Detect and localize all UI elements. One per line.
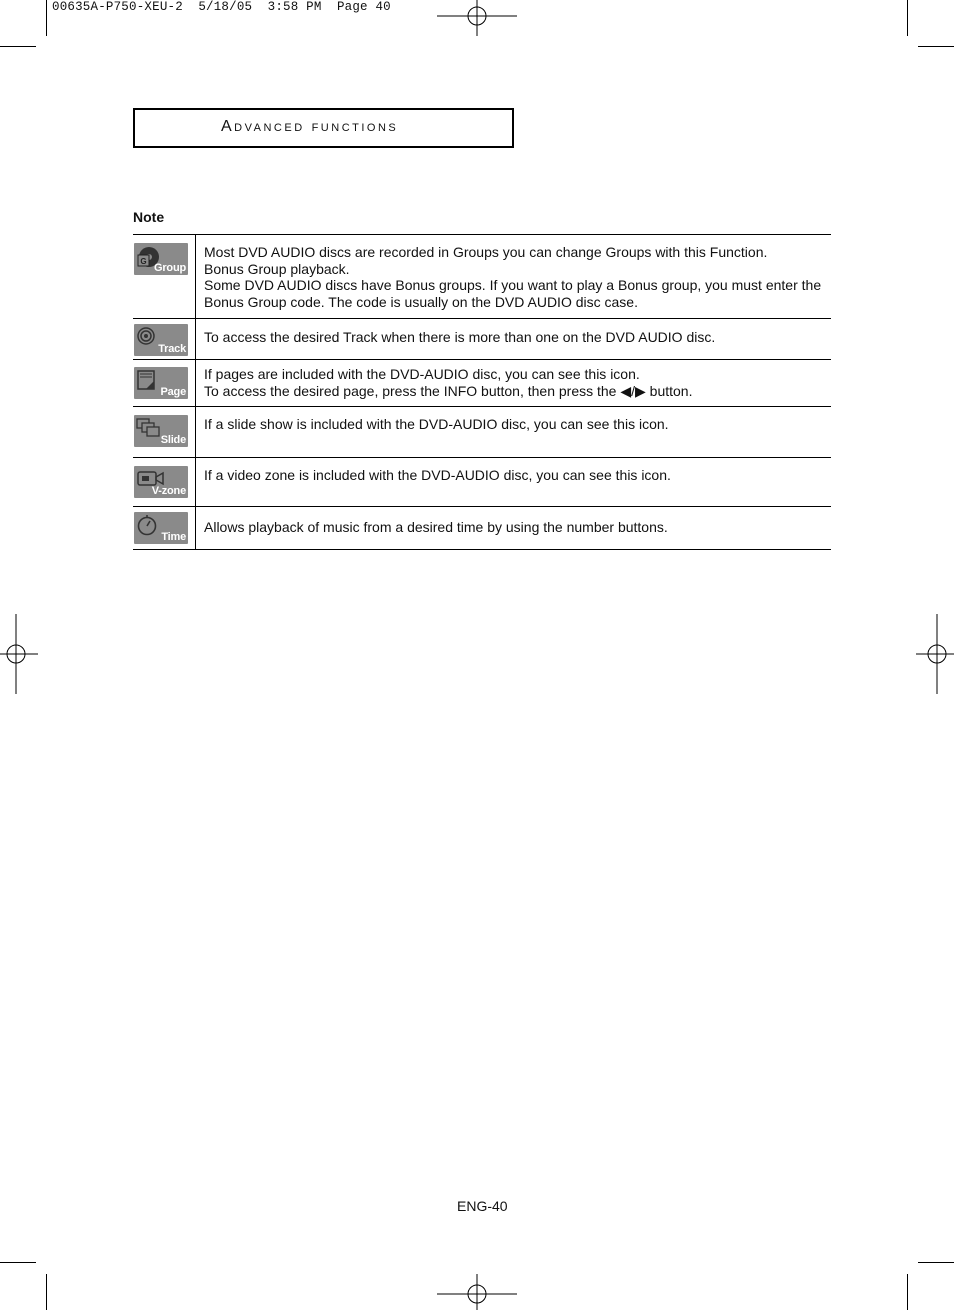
- note-table: [133, 234, 831, 550]
- note-text: [196, 235, 821, 318]
- slide-icon: [134, 415, 188, 447]
- icon-label: Page: [160, 386, 186, 398]
- note-row-track: [133, 319, 831, 360]
- group-icon: [134, 243, 188, 275]
- note-row-slide: [133, 407, 831, 458]
- note-line: Bonus Group playback.: [204, 260, 350, 277]
- note-line: To access the desired page, press the INFO button, then press the ◀/▶ button.: [204, 382, 693, 399]
- time-icon: [134, 512, 188, 544]
- note-line: To access the desired Track when there is more than one on the DVD AUDIO disc.: [204, 329, 716, 345]
- note-row-group: [133, 235, 831, 319]
- icon-label: V-zone: [151, 485, 186, 497]
- note-text: [196, 319, 715, 359]
- icon-label: Slide: [160, 434, 186, 446]
- track-icon: [134, 324, 188, 356]
- registration-mark-top: [437, 0, 519, 36]
- page-number: ENG-40: [457, 1198, 508, 1214]
- printer-slug: 00635A-P750-XEU-2 5/18/05 3:58 PM Page 40: [52, 0, 391, 14]
- note-line: If pages are included with the DVD-AUDIO disc, you can see this icon.: [204, 366, 640, 382]
- note-text: [196, 407, 669, 457]
- icon-label: Time: [161, 531, 186, 543]
- icon-label: Group: [154, 262, 186, 274]
- registration-mark-right: [916, 614, 954, 694]
- note-line: Most DVD AUDIO discs are recorded in Groups you can change Groups with this Function.: [204, 244, 768, 260]
- note-row-vzone: [133, 458, 831, 507]
- icon-label: Track: [158, 343, 186, 355]
- section-title: Advanced functions: [221, 118, 399, 135]
- note-label: Note: [133, 209, 165, 225]
- note-text: [196, 360, 692, 406]
- section-title-box: [133, 108, 514, 148]
- vzone-icon: [134, 466, 188, 498]
- note-line: If a slide show is included with the DVD-AUDIO disc, you can see this icon.: [204, 416, 669, 432]
- page-icon: [134, 367, 188, 399]
- note-line: Bonus Group code. The code is usually on the DVD AUDIO disc case.: [204, 293, 638, 310]
- note-line: If a video zone is included with the DVD-AUDIO disc, you can see this icon.: [204, 467, 671, 483]
- note-line: Some DVD AUDIO discs have Bonus groups. If you want to play a Bonus group, you must enter the: [204, 277, 822, 293]
- note-row-page: [133, 360, 831, 407]
- svg-text:G: G: [140, 257, 147, 266]
- registration-mark-bottom: [437, 1274, 519, 1310]
- note-line: Allows playback of music from a desired time by using the number buttons.: [204, 519, 668, 535]
- note-text: [196, 507, 668, 549]
- note-row-time: [133, 507, 831, 550]
- note-text: [196, 458, 671, 506]
- registration-mark-left: [0, 614, 38, 694]
